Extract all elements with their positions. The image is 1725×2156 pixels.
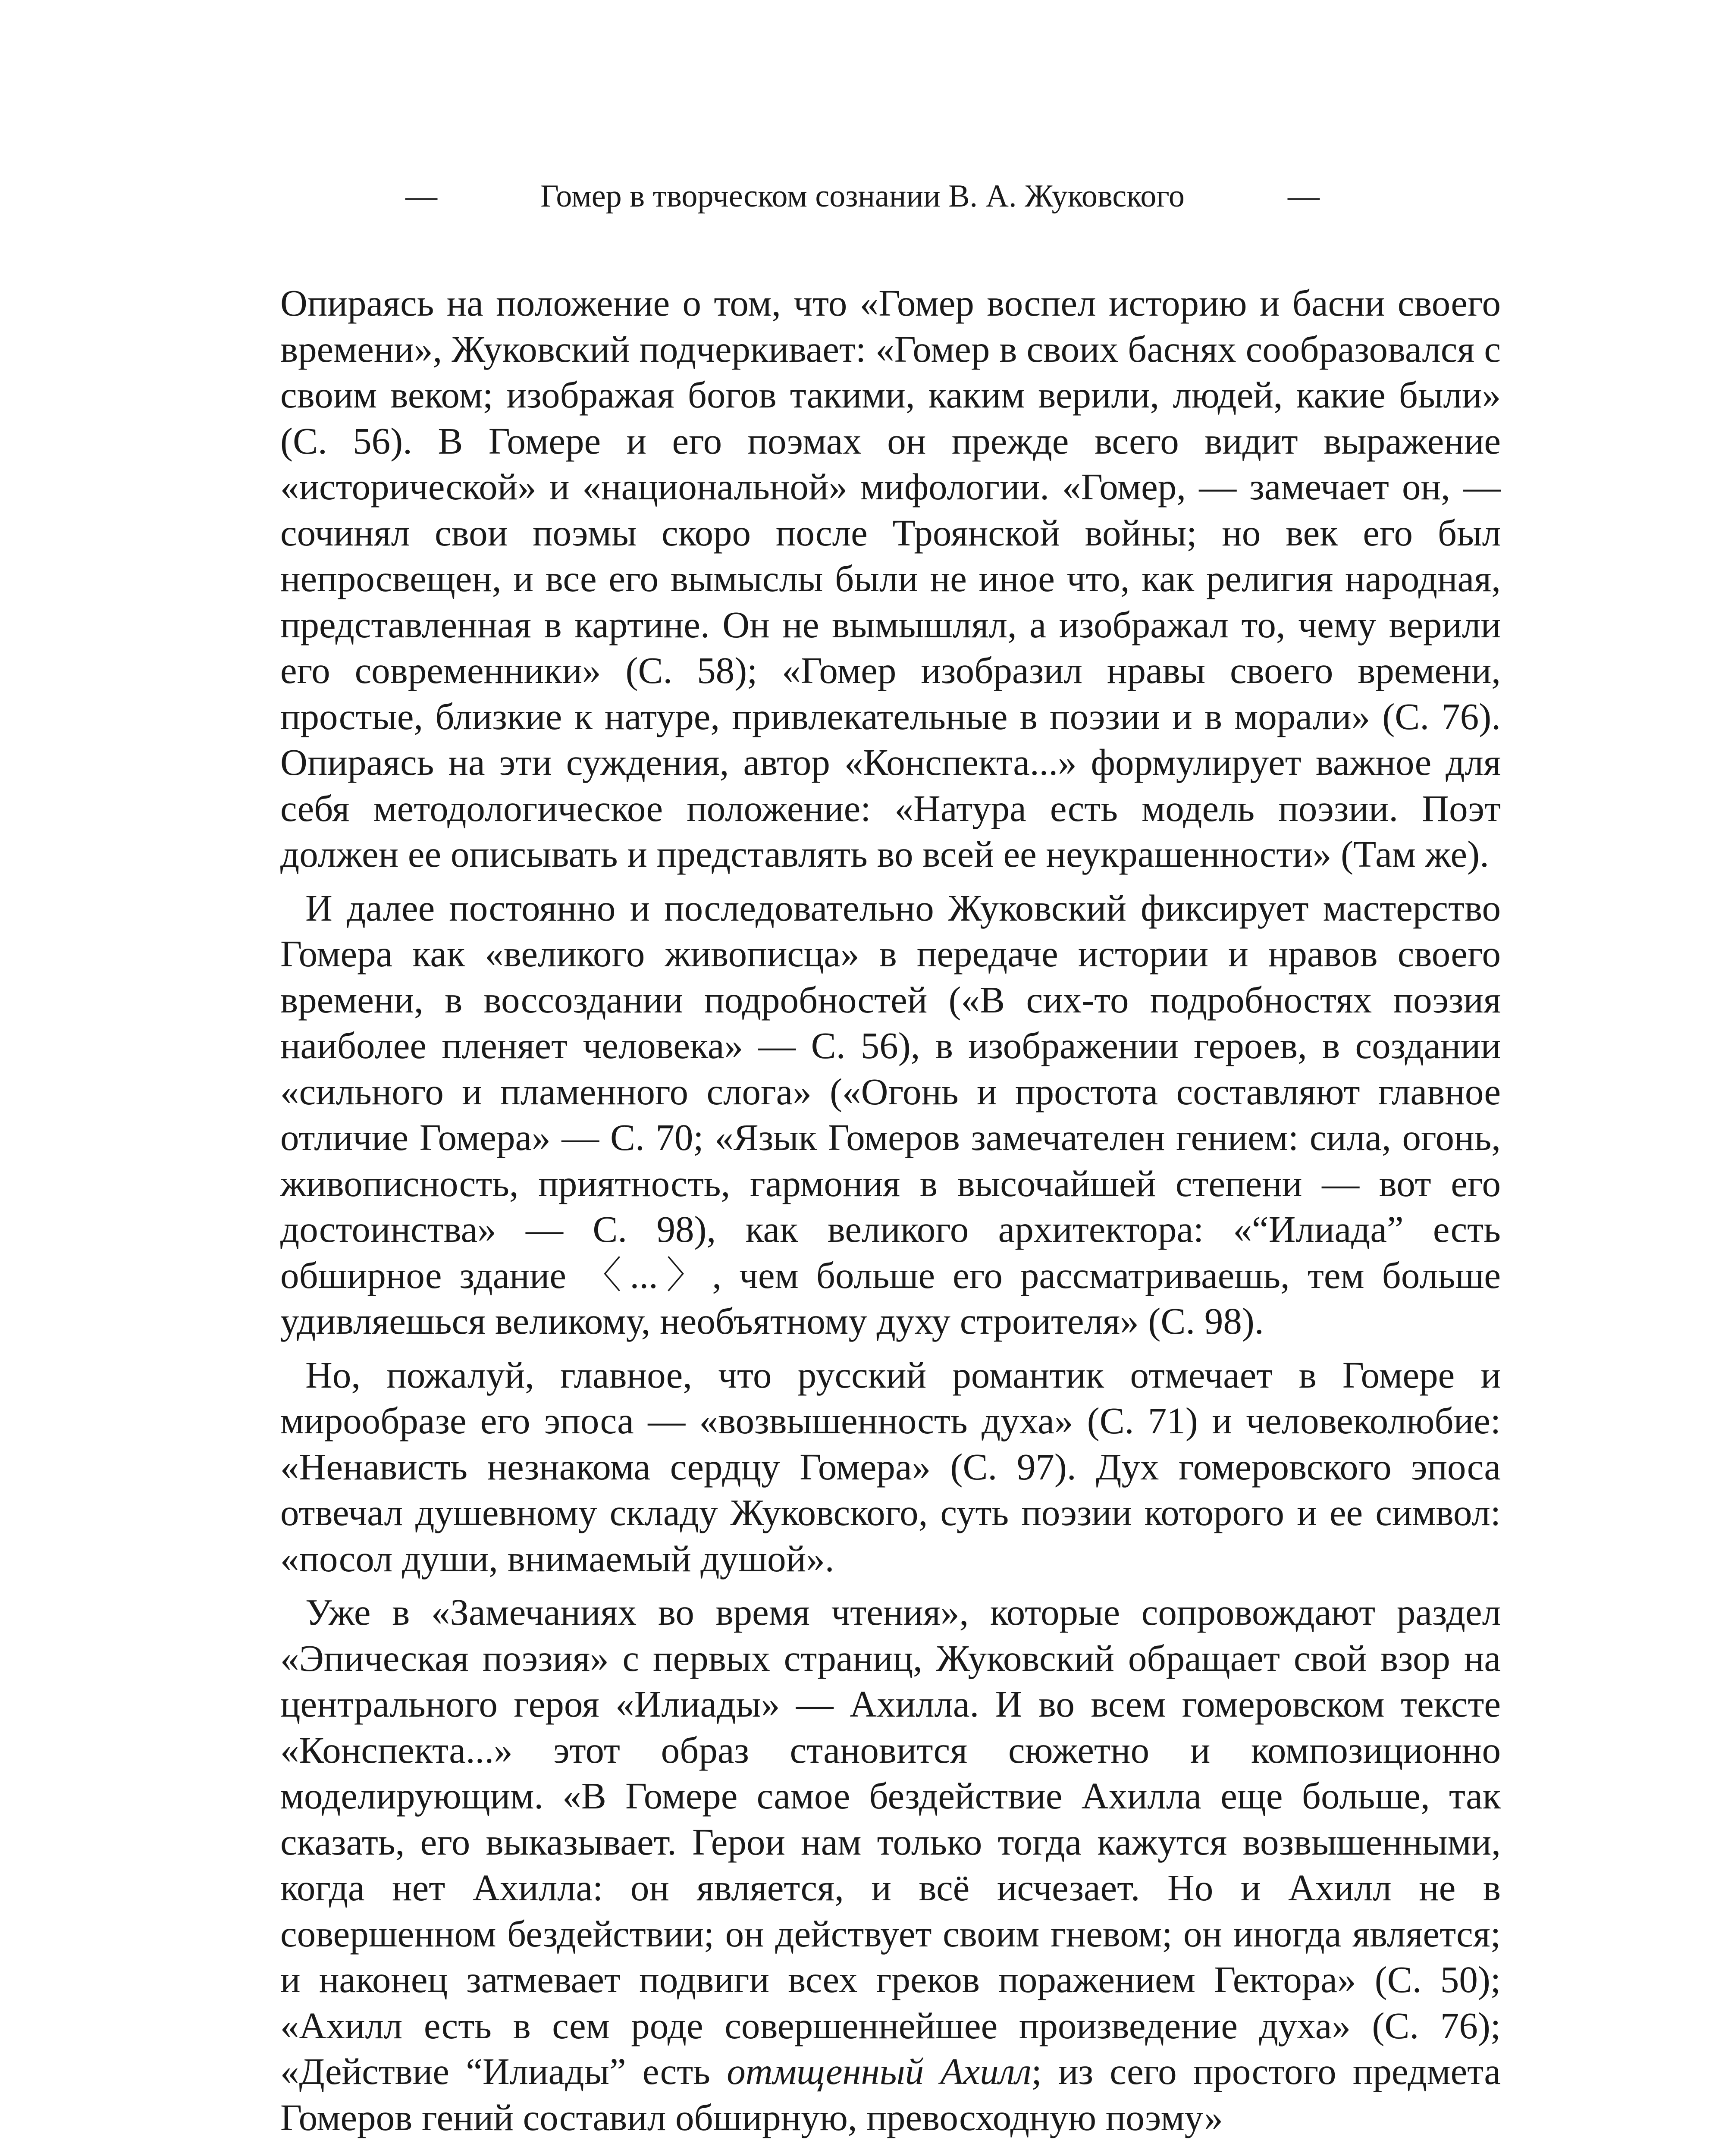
- paragraph-1: Опираясь на положение о том, что «Гомер воспел историю и басни своего времени», Жуковский подчеркивает: «Гомер в своих баснях сообразовался с своим веком; изображая богов такими, каким верили, людей, какие были» (С. 56). В Гомере и его поэмах он прежде всего видит выражение «исторической» и «национальной» мифологии. «Гомер, — замечает он, — сочинял свои поэмы скоро после Троянской войны; но век его был непросвещен, и все его вымыслы были не иное что, как религия народная, представленная в картине. Он не вымышлял, а изображал то, чему верили его современники» (С. 58); «Гомер изобразил нравы своего времени, простые, близкие к натуре, привлекательные в поэзии и в морали» (С. 76). Опираясь на эти суждения, автор «Конспекта...» формулирует важное для себя методологическое положение: «Натура есть модель поэзии. Поэт должен ее описывать и представлять во всей ее неукрашенности» (Там же).: [280, 282, 1501, 875]
- running-head-title: Гомер в творческом сознании В. А. Жуковского: [540, 179, 1185, 214]
- paragraph-4: [280, 1589, 1501, 2140]
- body-text: [280, 280, 1501, 2148]
- paragraph-2: И далее постоянно и последовательно Жуковский фиксирует мастерство Гомера как «великого живописца» в передаче истории и нравов своего времени, в воссоздании подробностей («В сих-то подробностях поэзия наиболее пленяет человека» — С. 56), в изображении героев, в создании «сильного и пламенного слога» («Огонь и простота составляют главное отличие Гомера» — С. 70; «Язык Гомеров замечателен гением: сила, огонь, живописность, приятность, гармония в высочайшей степени — вот его достоинства» — С. 98), как великого архитектора: «“Илиада” есть обширное здание 〈...〉, чем больше его рассматриваешь, тем больше удивляешься великому, необъятному духу строителя» (С. 98).: [280, 887, 1501, 1342]
- paragraph-3: Но, пожалуй, главное, что русский романтик отмечает в Гомере и мирообразе его эпоса — «возвышенность духа» (С. 71) и человеколюбие: «Ненависть незнакома сердцу Гомера» (С. 97). Дух гомеровского эпоса отвечал душевному складу Жуковского, суть поэзии которого и ее символ: «посол души, внимаемый душой».: [280, 1354, 1501, 1579]
- running-head: [405, 170, 1320, 222]
- paragraph-4-italic-phrase: отмщенный Ахилл: [727, 2050, 1032, 2092]
- running-head-left-dash: —: [405, 179, 437, 214]
- paragraph-4-text-before: Уже в «Замечаниях во время чтения», которые сопровождают раздел «Эпическая поэзия» с первых страниц, Жуковский обращает свой взор на центрального героя «Илиады» — Ахилла. И во всем гомеровском тексте «Конспекта...» этот образ становится сюжетно и композиционно моделирующим. «В Гомере самое бездействие Ахилла еще больше, так сказать, его выказывает. Герои нам только тогда кажутся возвышенными, когда нет Ахилла: он является, и всё исчезает. Но и Ахилл не в совершенном бездействии; он действует своим гневом; он иногда является; и наконец затмевает подвиги всех греков поражением Гектора» (С. 50); «Ахилл есть в сем роде совершеннейшее произведение духа» (С. 76); «Действие “Илиады” есть: [280, 1591, 1501, 2092]
- paragraph-4-text-after: ; из сего простого предмета Гомеров гений составил обширную, превосходную поэму»: [280, 2050, 1501, 2138]
- running-head-right-dash: —: [1288, 179, 1320, 214]
